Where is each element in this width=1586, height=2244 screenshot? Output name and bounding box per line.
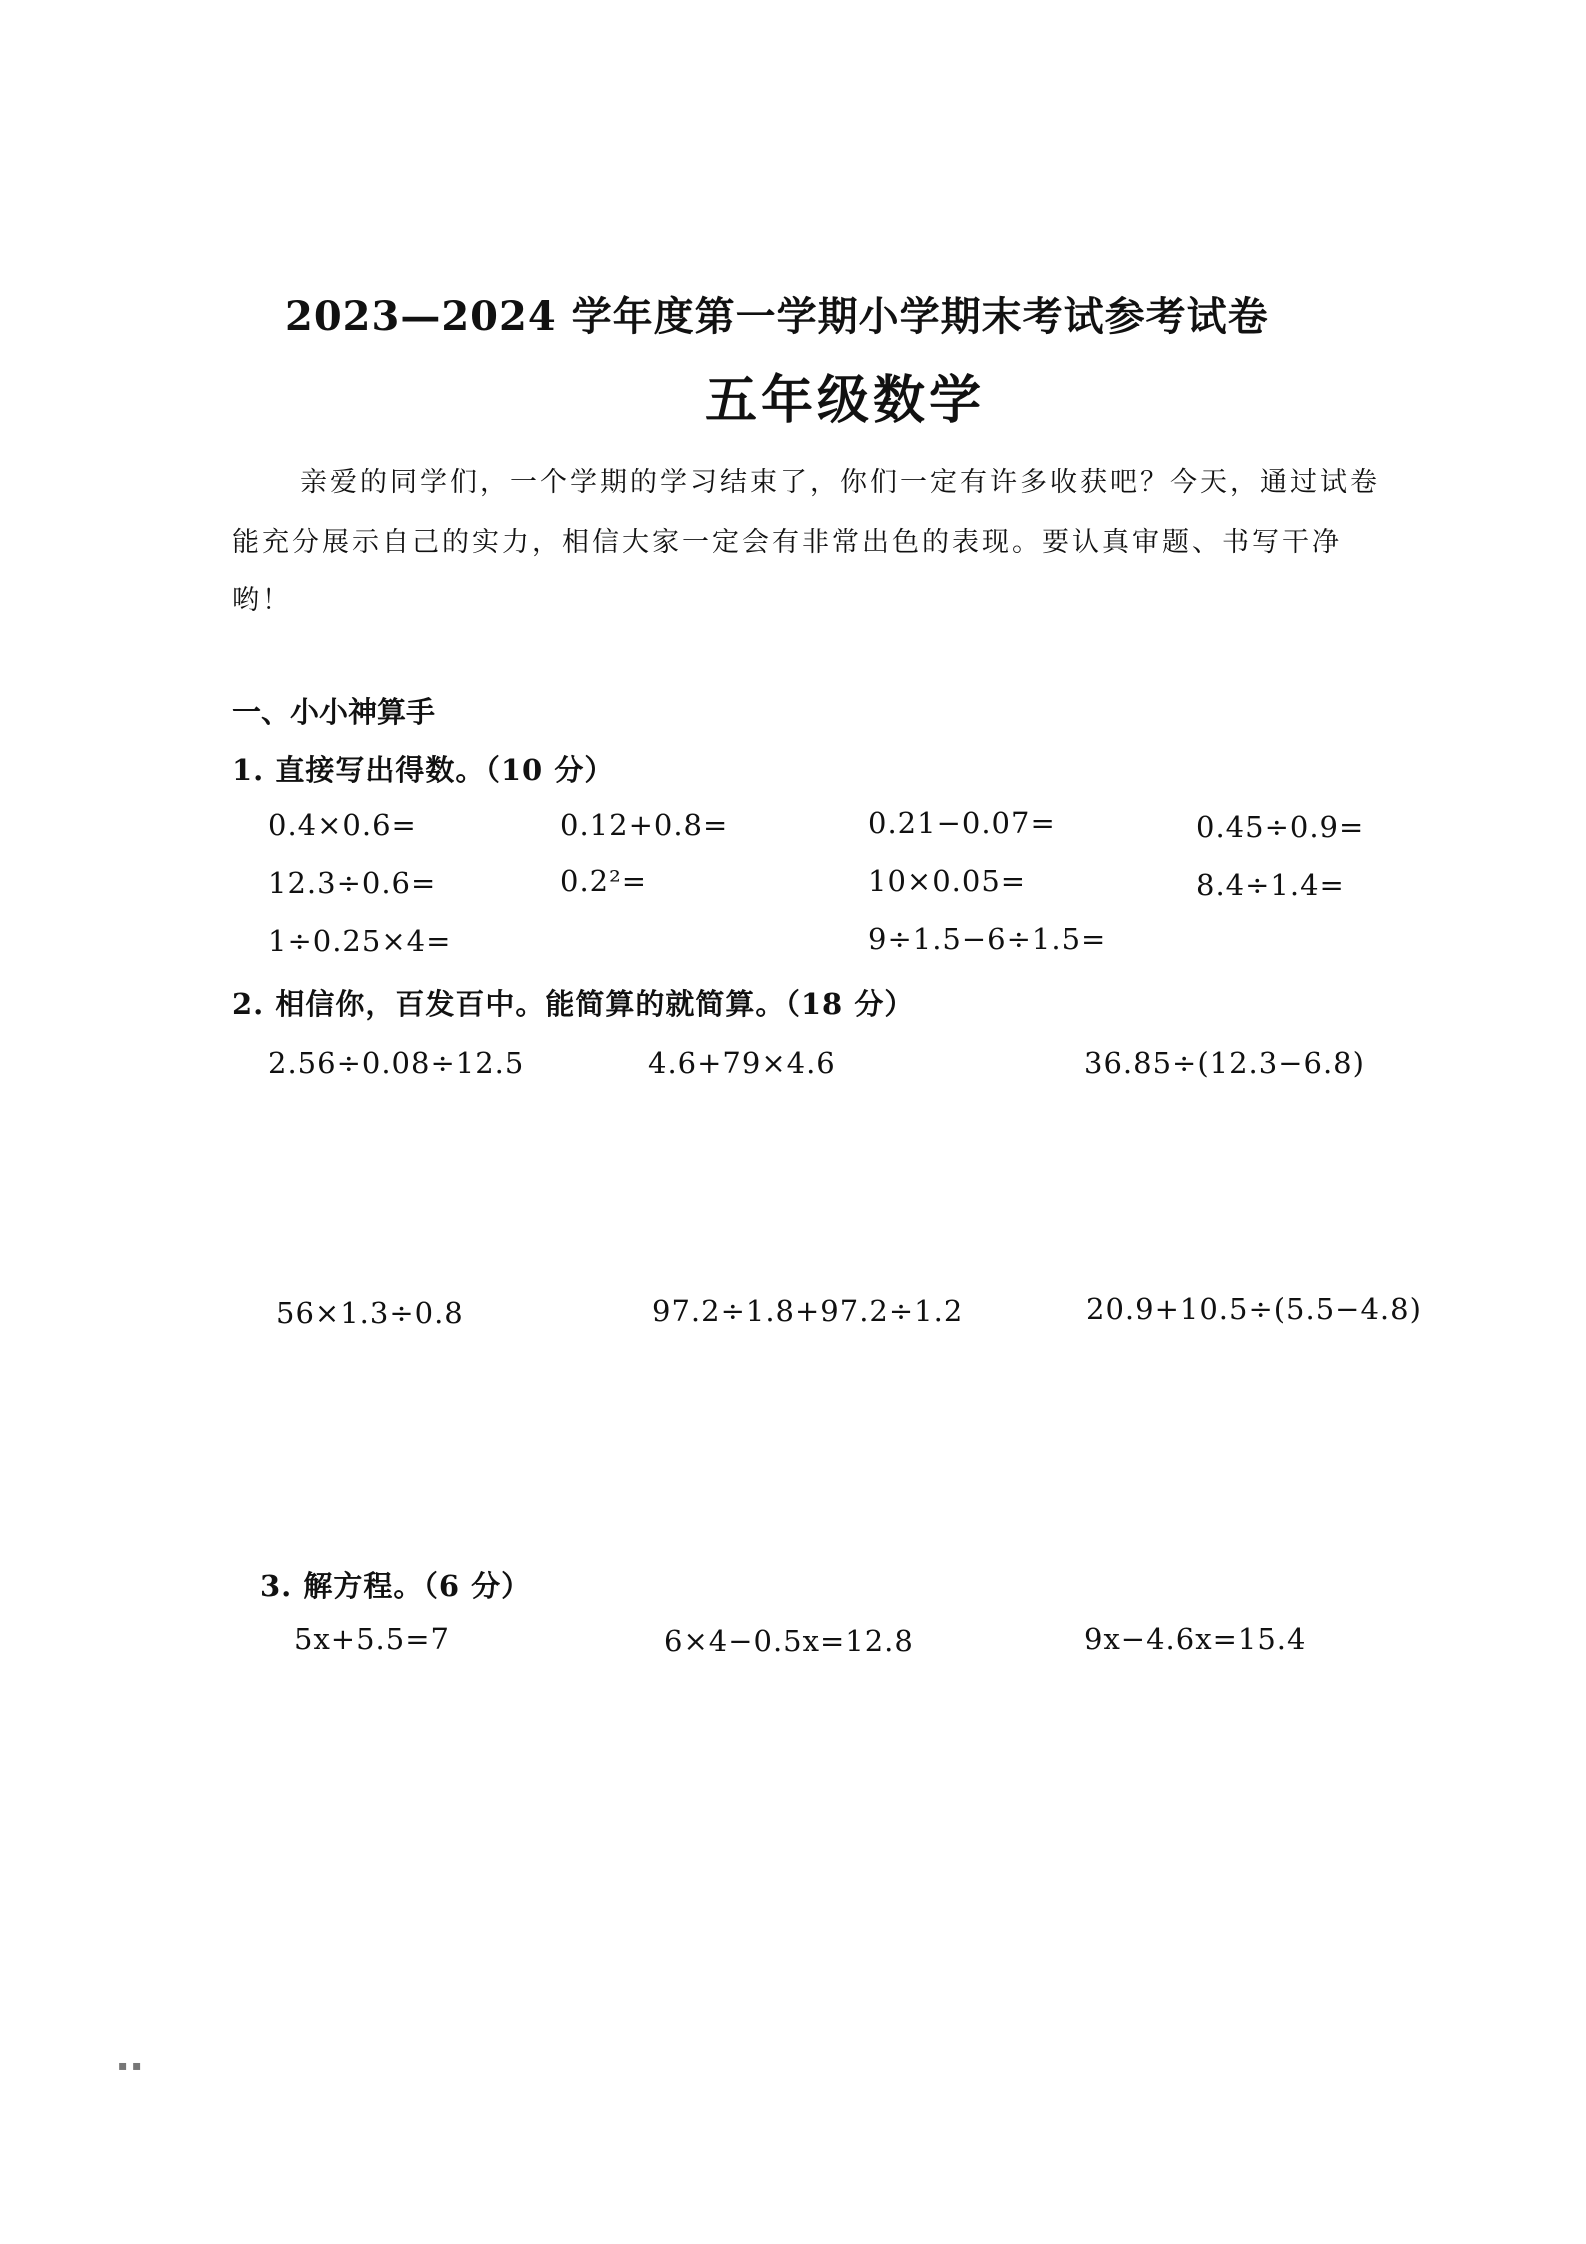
q1-item: 0.21−0.07= [868,806,1056,840]
q1-item: 0.4×0.6= [268,808,417,842]
q1-item: 9÷1.5−6÷1.5= [868,922,1107,956]
question-1-label: 1. 直接写出得数。（10 分） [232,753,615,787]
q2-item: 97.2÷1.8+97.2÷1.2 [652,1294,964,1328]
intro-line-2: 能充分展示自己的实力，相信大家一定会有非常出色的表现。要认真审题、书写干净 [232,527,1342,558]
q1-item: 10×0.05= [868,864,1027,898]
q1-item: 0.45÷0.9= [1196,810,1365,844]
q1-item: 0.12+0.8= [560,808,729,842]
q3-item: 6×4−0.5x=12.8 [664,1624,914,1658]
intro-line-3: 哟！ [232,585,292,616]
q2-item: 36.85÷(12.3−6.8) [1084,1046,1365,1080]
question-3-label: 3. 解方程。（6 分） [260,1569,532,1603]
q2-item: 2.56÷0.08÷12.5 [268,1046,525,1080]
q1-item: 1÷0.25×4= [268,924,452,958]
q1-item: 12.3÷0.6= [268,866,437,900]
q3-item: 9x−4.6x=15.4 [1084,1622,1307,1656]
exam-title: 2023—2024 学年度第一学期小学期末考试参考试卷 [285,293,1269,340]
question-2-label: 2. 相信你，百发百中。能简算的就简算。（18 分） [232,987,915,1021]
page-speck: ▪ ▪ [118,2058,142,2074]
exam-subtitle: 五年级数学 [705,370,986,431]
q2-item: 20.9+10.5÷(5.5−4.8) [1086,1292,1422,1326]
intro-line-1: 亲爱的同学们，一个学期的学习结束了，你们一定有许多收获吧？今天，通过试卷 [300,467,1380,498]
q1-item: 8.4÷1.4= [1196,868,1345,902]
q2-item: 4.6+79×4.6 [648,1046,836,1080]
q3-item: 5x+5.5=7 [294,1622,450,1656]
section-heading: 一、小小神算手 [232,695,436,729]
q1-item: 0.2²= [560,864,648,898]
q2-item: 56×1.3÷0.8 [276,1296,464,1330]
